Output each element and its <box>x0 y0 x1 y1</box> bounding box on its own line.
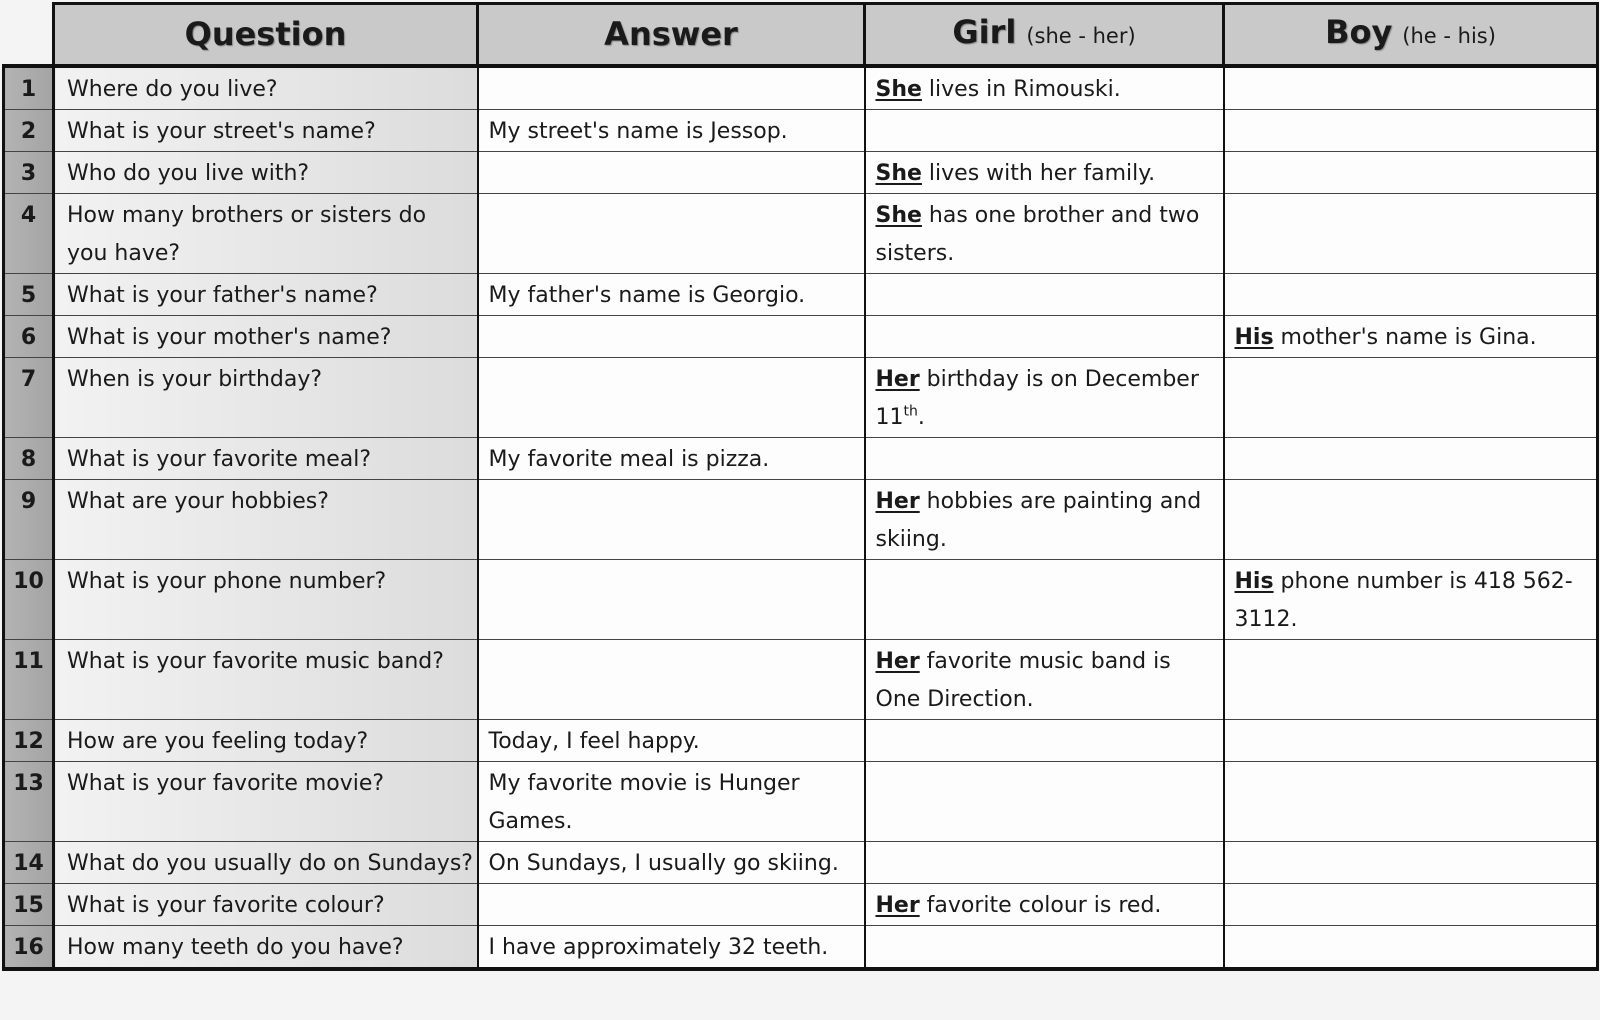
row-number: 1 <box>4 66 54 110</box>
answer-cell: My street's name is Jessop. <box>478 109 865 151</box>
girl-cell <box>865 841 1224 883</box>
table-row <box>4 193 1598 273</box>
row-number: 3 <box>4 151 54 193</box>
girl-pronoun: She <box>875 202 922 228</box>
boy-cell <box>1224 315 1598 357</box>
row-number: 9 <box>4 479 54 559</box>
table-row <box>4 719 1598 761</box>
girl-text: favorite colour is red. <box>919 892 1162 918</box>
question-cell: When is your birthday? <box>54 357 478 437</box>
girl-cell <box>865 761 1224 841</box>
question-cell: What is your favorite movie? <box>54 761 478 841</box>
girl-text: birthday is on December 11 <box>875 366 1199 430</box>
boy-cell <box>1224 761 1598 841</box>
answer-cell <box>478 883 865 925</box>
girl-cell <box>865 315 1224 357</box>
boy-cell <box>1224 151 1598 193</box>
question-cell: What is your favorite music band? <box>54 639 478 719</box>
boy-pronoun: His <box>1234 568 1274 594</box>
answer-cell: My favorite meal is pizza. <box>478 437 865 479</box>
row-number: 15 <box>4 883 54 925</box>
boy-cell <box>1224 357 1598 437</box>
answer-cell <box>478 315 865 357</box>
table-row <box>4 479 1598 559</box>
answer-cell <box>478 479 865 559</box>
girl-text: has one brother and two sisters. <box>875 202 1200 266</box>
header-girl <box>865 4 1224 66</box>
boy-cell <box>1224 719 1598 761</box>
question-cell: What is your father's name? <box>54 273 478 315</box>
girl-pronoun: She <box>875 76 922 102</box>
girl-text: lives in Rimouski. <box>921 76 1121 102</box>
answer-cell <box>478 639 865 719</box>
question-cell: What are your hobbies? <box>54 479 478 559</box>
girl-text: lives with her family. <box>921 160 1156 186</box>
table-row <box>4 639 1598 719</box>
ordinal-suffix: th <box>903 403 918 420</box>
boy-cell <box>1224 109 1598 151</box>
boy-cell <box>1224 639 1598 719</box>
girl-cell <box>865 719 1224 761</box>
answer-cell <box>478 559 865 639</box>
header-boy-label: Boy <box>1325 13 1393 52</box>
question-cell <box>54 193 478 273</box>
girl-cell <box>865 357 1224 437</box>
table-row <box>4 66 1598 110</box>
answer-cell: On Sundays, I usually go skiing. <box>478 841 865 883</box>
question-cell: Who do you live with? <box>54 151 478 193</box>
question-cell: Where do you live? <box>54 66 478 110</box>
girl-cell <box>865 925 1224 969</box>
question-line-1: How many brothers or sisters do <box>67 202 427 228</box>
girl-cell <box>865 639 1224 719</box>
girl-cell <box>865 66 1224 110</box>
header-girl-pronouns: (she - her) <box>1026 24 1136 49</box>
question-line-2: you have? <box>67 240 181 266</box>
boy-cell <box>1224 841 1598 883</box>
table-row <box>4 151 1598 193</box>
girl-pronoun: Her <box>875 648 920 674</box>
table-row <box>4 437 1598 479</box>
header-girl-label: Girl <box>952 13 1017 52</box>
header-boy-pronouns: (he - his) <box>1402 24 1496 49</box>
boy-text: mother's name is Gina. <box>1273 324 1537 350</box>
answer-cell: My favorite movie is Hunger Games. <box>478 761 865 841</box>
girl-cell <box>865 109 1224 151</box>
girl-cell <box>865 193 1224 273</box>
girl-cell <box>865 479 1224 559</box>
boy-cell <box>1224 925 1598 969</box>
header-answer-label: Answer <box>604 15 738 54</box>
row-number: 7 <box>4 357 54 437</box>
header-row <box>4 4 1598 66</box>
row-number: 12 <box>4 719 54 761</box>
girl-pronoun: Her <box>875 366 920 392</box>
girl-cell <box>865 273 1224 315</box>
boy-pronoun: His <box>1234 324 1274 350</box>
row-number: 2 <box>4 109 54 151</box>
table-row <box>4 925 1598 969</box>
question-cell: What is your mother's name? <box>54 315 478 357</box>
row-number: 14 <box>4 841 54 883</box>
row-number: 8 <box>4 437 54 479</box>
question-cell: What is your phone number? <box>54 559 478 639</box>
boy-cell <box>1224 883 1598 925</box>
row-number: 5 <box>4 273 54 315</box>
girl-cell <box>865 437 1224 479</box>
table-row <box>4 315 1598 357</box>
answer-cell <box>478 357 865 437</box>
girl-pronoun: She <box>875 160 922 186</box>
answer-cell <box>478 66 865 110</box>
girl-cell <box>865 883 1224 925</box>
boy-text: phone number is 418 562-3112. <box>1234 568 1573 632</box>
answer-cell: I have approximately 32 teeth. <box>478 925 865 969</box>
question-cell: What is your favorite meal? <box>54 437 478 479</box>
answer-cell <box>478 151 865 193</box>
girl-cell <box>865 151 1224 193</box>
question-cell: How many teeth do you have? <box>54 925 478 969</box>
table-row <box>4 357 1598 437</box>
boy-cell <box>1224 559 1598 639</box>
question-cell: How are you feeling today? <box>54 719 478 761</box>
qa-table <box>2 2 1599 971</box>
question-cell: What do you usually do on Sundays? <box>54 841 478 883</box>
question-cell: What is your favorite colour? <box>54 883 478 925</box>
answer-cell: Today, I feel happy. <box>478 719 865 761</box>
answer-cell <box>478 193 865 273</box>
row-number: 10 <box>4 559 54 639</box>
header-question <box>54 4 478 66</box>
girl-text: favorite music band is One Direction. <box>875 648 1171 712</box>
table-row <box>4 109 1598 151</box>
boy-cell <box>1224 479 1598 559</box>
table-row <box>4 273 1598 315</box>
question-cell: What is your street's name? <box>54 109 478 151</box>
header-question-label: Question <box>184 15 347 54</box>
boy-cell <box>1224 66 1598 110</box>
girl-pronoun: Her <box>875 488 920 514</box>
girl-cell <box>865 559 1224 639</box>
answer-cell: My father's name is Georgio. <box>478 273 865 315</box>
boy-cell <box>1224 273 1598 315</box>
girl-text-end: . <box>917 404 925 430</box>
boy-cell <box>1224 437 1598 479</box>
corner-cell <box>4 4 54 66</box>
row-number: 13 <box>4 761 54 841</box>
row-number: 11 <box>4 639 54 719</box>
row-number: 6 <box>4 315 54 357</box>
boy-cell <box>1224 193 1598 273</box>
girl-pronoun: Her <box>875 892 920 918</box>
header-boy <box>1224 4 1598 66</box>
table-row <box>4 761 1598 841</box>
table-row <box>4 883 1598 925</box>
table-row <box>4 841 1598 883</box>
row-number: 16 <box>4 925 54 969</box>
header-answer <box>478 4 865 66</box>
row-number: 4 <box>4 193 54 273</box>
girl-text: hobbies are painting and skiing. <box>875 488 1202 552</box>
table-row <box>4 559 1598 639</box>
